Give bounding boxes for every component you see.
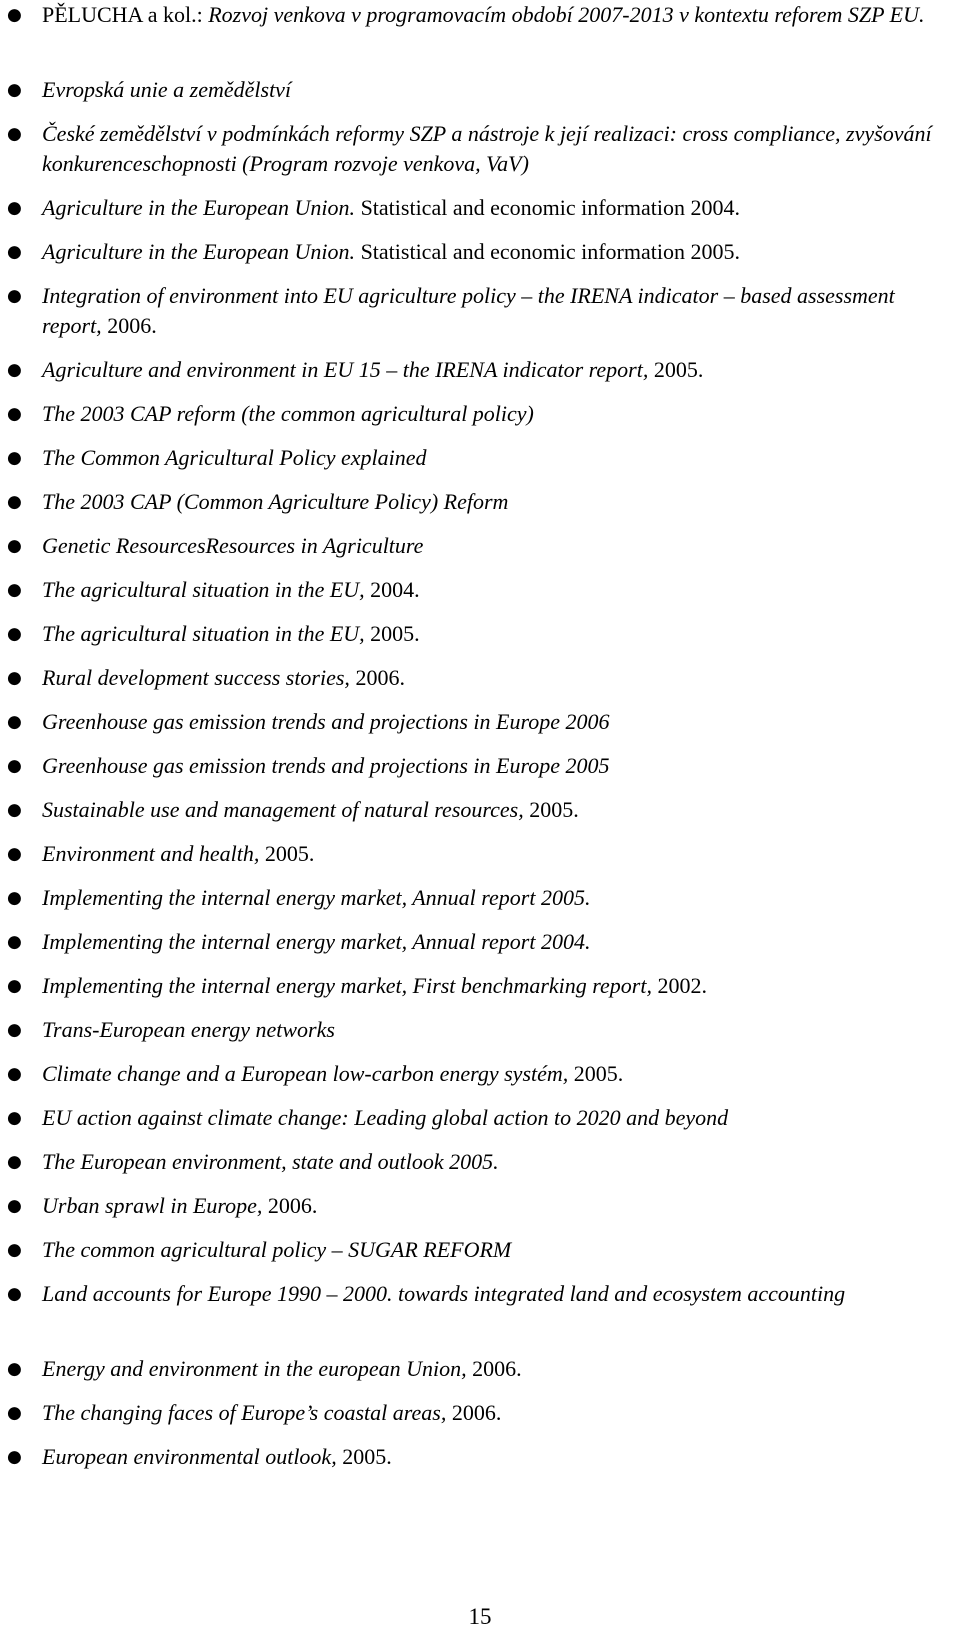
reference-detail: 2006. [446, 1400, 502, 1425]
reference-text [42, 193, 954, 223]
reference-title: Agriculture in the European Union. [42, 195, 356, 220]
reference-title: Rural development success stories, [42, 665, 350, 690]
reference-text [42, 619, 954, 649]
reference-text [42, 443, 954, 473]
reference-detail: Statistical and economic information 2005. [355, 239, 740, 264]
bullet-icon: ● [7, 404, 22, 424]
bullet-icon: ● [7, 932, 22, 952]
reference-title: The Common Agricultural Policy explained [42, 445, 427, 470]
reference-title: Agriculture in the European Union. [42, 239, 356, 264]
page-number: 15 [468, 1604, 492, 1629]
reference-title: Sustainable use and management of natural resources, [42, 797, 524, 822]
reference-text [42, 971, 954, 1001]
reference-detail: 2004. [364, 577, 420, 602]
reference-detail: 2006. [349, 665, 405, 690]
reference-text [42, 0, 954, 30]
reference-text [42, 1354, 954, 1384]
reference-text [42, 355, 954, 385]
bullet-icon: ● [7, 976, 22, 996]
reference-title: Agriculture and environment in EU 15 – the IRENA indicator report, [42, 357, 649, 382]
bullet-icon: ● [7, 536, 22, 556]
bullet-icon: ● [7, 80, 22, 100]
reference-text [42, 1059, 954, 1089]
reference-text [42, 1015, 954, 1045]
reference-text [42, 237, 954, 267]
bullet-icon: ● [7, 1152, 22, 1172]
bullet-icon: ● [7, 888, 22, 908]
reference-detail: 2005. [648, 357, 704, 382]
bullet-icon: ● [7, 492, 22, 512]
reference-title: The changing faces of Europe’s coastal areas, [42, 1400, 447, 1425]
reference-text [42, 1235, 954, 1265]
reference-title: Land accounts for Europe 1990 – 2000. towards integrated land and ecosystem accounting [42, 1281, 846, 1306]
reference-detail: 2005. [336, 1444, 392, 1469]
bullet-icon: ● [7, 1403, 22, 1423]
reference-title: Implementing the internal energy market, Annual report 2004. [42, 929, 591, 954]
bullet-icon: ● [7, 580, 22, 600]
reference-text [42, 1191, 954, 1221]
reference-title: Climate change and a European low-carbon energy systém, [42, 1061, 569, 1086]
reference-title: Implementing the internal energy market, First benchmarking report, [42, 973, 652, 998]
reference-title: Trans-European energy networks [42, 1017, 335, 1042]
reference-detail: 2005. [523, 797, 579, 822]
bullet-icon: ● [7, 286, 22, 306]
reference-title: Genetic ResourcesResources in Agriculture [42, 533, 424, 558]
bullet-icon: ● [7, 198, 22, 218]
bullet-icon: ● [7, 844, 22, 864]
bullet-icon: ● [7, 242, 22, 262]
reference-title: EU action against climate change: Leading global action to 2020 and beyond [42, 1105, 729, 1130]
reference-title: The European environment, state and outlook 2005. [42, 1149, 499, 1174]
reference-title: The common agricultural policy – SUGAR REFORM [42, 1237, 512, 1262]
reference-text [42, 839, 954, 869]
bullet-icon: ● [7, 1064, 22, 1084]
reference-title: The 2003 CAP reform (the common agricultural policy) [42, 401, 534, 426]
bullet-icon: ● [7, 800, 22, 820]
reference-text [42, 883, 954, 913]
bullet-icon: ● [7, 1284, 22, 1304]
bullet-icon: ● [7, 756, 22, 776]
reference-detail: 2006. [466, 1356, 522, 1381]
bullet-icon: ● [7, 448, 22, 468]
reference-title: The agricultural situation in the EU, [42, 577, 365, 602]
bullet-icon: ● [7, 712, 22, 732]
reference-detail: 2002. [651, 973, 707, 998]
reference-text [42, 399, 954, 429]
reference-title: Implementing the internal energy market, Annual report 2005. [42, 885, 591, 910]
reference-text [42, 751, 954, 781]
bullet-icon: ● [7, 5, 22, 25]
reference-text [42, 531, 954, 561]
reference-title: Evropská unie a zemědělství [42, 77, 292, 102]
reference-text [42, 663, 954, 693]
reference-text [42, 75, 954, 105]
reference-text [42, 487, 954, 517]
reference-detail: 2005. [259, 841, 315, 866]
reference-detail: 2005. [568, 1061, 624, 1086]
reference-title: Integration of environment into EU agriculture policy – the IRENA indicator – based assessment report, [42, 283, 895, 338]
reference-text [42, 575, 954, 605]
reference-title: Environment and health, [42, 841, 260, 866]
reference-text [42, 1398, 954, 1428]
reference-text [42, 795, 954, 825]
reference-title: Urban sprawl in Europe, [42, 1193, 263, 1218]
bullet-icon: ● [7, 1196, 22, 1216]
reference-title: Energy and environment in the european Union, [42, 1356, 467, 1381]
bullet-icon: ● [7, 1020, 22, 1040]
reference-detail: PĚLUCHA a kol.: [42, 2, 209, 27]
reference-title: The agricultural situation in the EU, [42, 621, 365, 646]
reference-text [42, 707, 954, 737]
bullet-icon: ● [7, 668, 22, 688]
reference-title: Greenhouse gas emission trends and projections in Europe 2006 [42, 709, 610, 734]
reference-title: České zemědělství v podmínkách reformy SZP a nástroje k její realizaci: cross compliance, zvyšování konkurenceschopnosti (Program rozvoje venkova, VaV) [42, 121, 932, 176]
reference-text [42, 281, 954, 341]
reference-text [42, 1147, 954, 1177]
bullet-icon: ● [7, 1240, 22, 1260]
reference-text [42, 927, 954, 957]
reference-title: Rozvoj venkova v programovacím období 2007-2013 v kontextu reforem SZP EU. [208, 2, 925, 27]
reference-text [42, 1279, 954, 1309]
reference-title: Greenhouse gas emission trends and projections in Europe 2005 [42, 753, 610, 778]
reference-detail: 2005. [364, 621, 420, 646]
bullet-icon: ● [7, 1108, 22, 1128]
bullet-icon: ● [7, 124, 22, 144]
reference-title: The 2003 CAP (Common Agriculture Policy) Reform [42, 489, 509, 514]
bullet-icon: ● [7, 1447, 22, 1467]
reference-detail: Statistical and economic information 2004. [355, 195, 740, 220]
reference-text [42, 1442, 954, 1472]
reference-text [42, 119, 954, 179]
reference-text [42, 1103, 954, 1133]
bullet-icon: ● [7, 1359, 22, 1379]
bullet-icon: ● [7, 624, 22, 644]
bullet-icon: ● [7, 360, 22, 380]
reference-detail: 2006. [262, 1193, 318, 1218]
reference-title: European environmental outlook, [42, 1444, 337, 1469]
reference-detail: 2006. [101, 313, 157, 338]
